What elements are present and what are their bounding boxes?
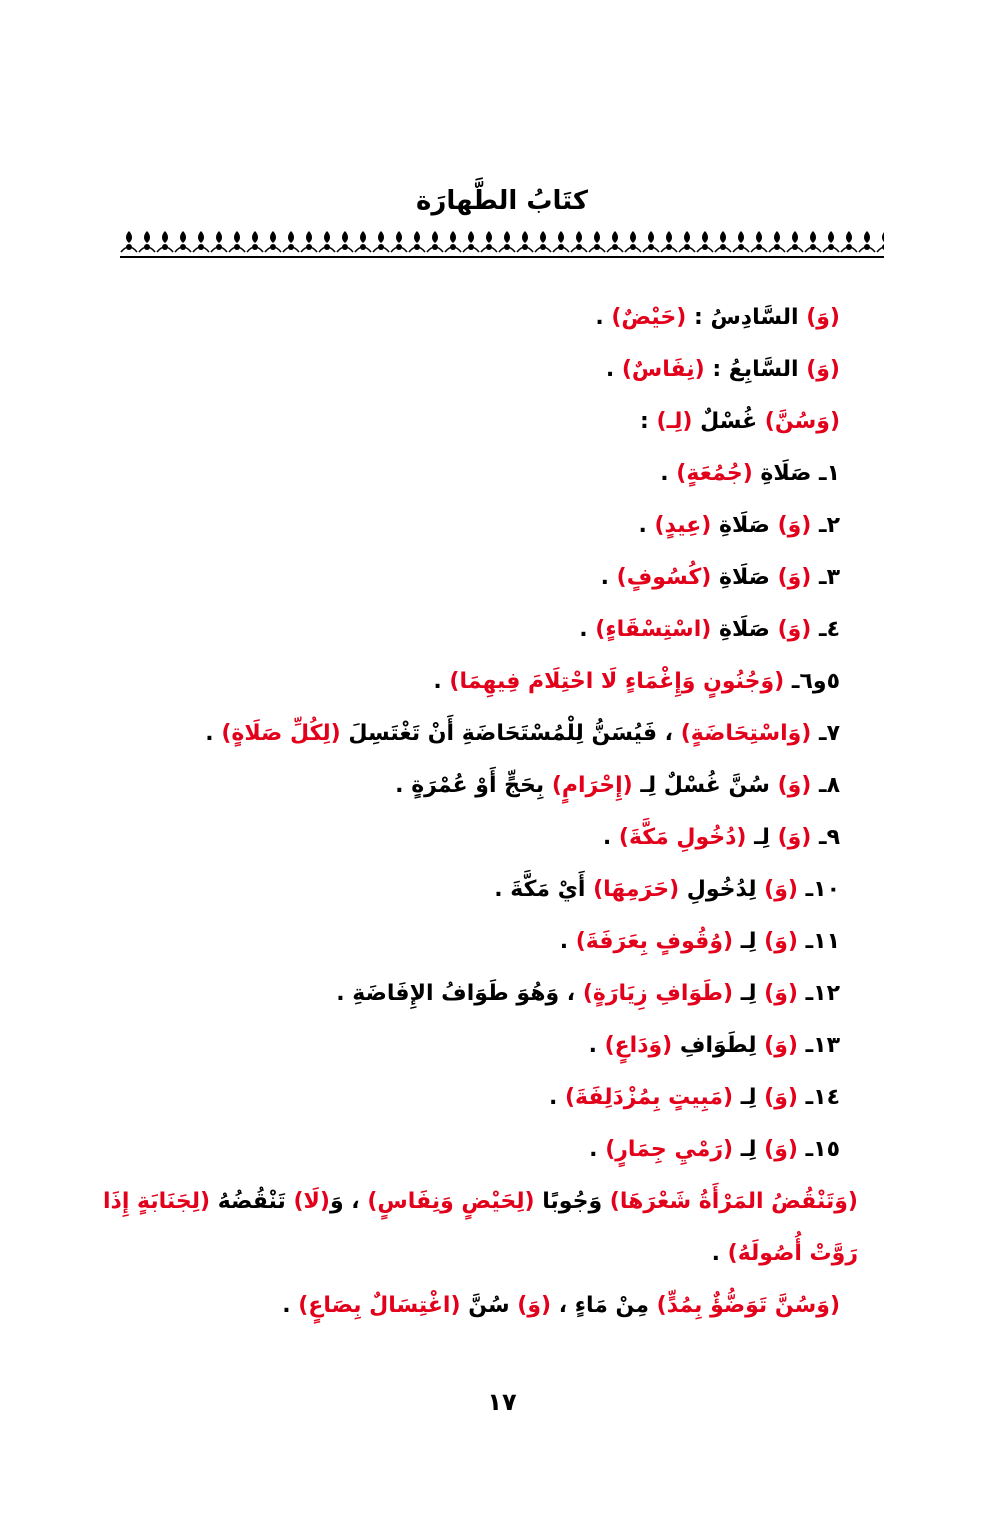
body-text: ٤ـ xyxy=(811,617,840,642)
highlighted-text: (وَ) xyxy=(777,825,812,850)
body-text: غُسْلٌ xyxy=(692,409,765,434)
body-text: سُنَّ xyxy=(460,1293,518,1318)
list-item xyxy=(100,448,840,500)
body-text: . xyxy=(711,1241,728,1266)
body-text: السَّادِسُ : xyxy=(686,305,807,330)
list-item xyxy=(100,604,840,656)
highlighted-text: (رَمْيِ جِمَارٍ) xyxy=(605,1137,734,1162)
body-text: ١١ـ xyxy=(797,929,840,954)
highlighted-text: (إِحْرَامٍ) xyxy=(551,773,633,798)
list-item xyxy=(100,968,840,1020)
body-text: ٢ـ xyxy=(811,513,840,538)
body-text: وَجُوبًا xyxy=(534,1189,610,1214)
list-item xyxy=(100,916,840,968)
list-item xyxy=(100,760,840,812)
highlighted-text: (وَ) xyxy=(764,877,798,902)
highlighted-text: (وَتَنْقُضُ المَرْأَةُ شَعْرَهَا) xyxy=(609,1189,858,1214)
highlighted-text: (اغْتِسَالٌ بِصَاعٍ) xyxy=(298,1293,461,1318)
body-text: . xyxy=(205,721,222,746)
list-item xyxy=(100,656,840,708)
highlighted-text: (وَسُنَّ) xyxy=(764,409,840,434)
body-text: . xyxy=(595,305,612,330)
body-text: لِطَوَافِ xyxy=(672,1033,765,1058)
body-text: ١٥ـ xyxy=(797,1137,840,1162)
list-item xyxy=(100,812,840,864)
body-text: تَنْقُضُهُ xyxy=(210,1189,294,1214)
highlighted-text: (وَ) xyxy=(777,617,812,642)
highlighted-text: (اسْتِسْقَاءٍ) xyxy=(595,617,712,642)
page-number: ١٧ xyxy=(487,1388,517,1416)
body-text: . xyxy=(282,1293,299,1318)
highlighted-text: (نِفَاسٌ) xyxy=(621,357,705,382)
body-text: ١٤ـ xyxy=(797,1085,840,1110)
body-text: ٣ـ xyxy=(811,565,840,590)
highlighted-text: (وَ) xyxy=(806,357,840,382)
highlighted-text: (لِكُلِّ صَلَاةٍ) xyxy=(221,721,341,746)
highlighted-text: (لِـ) xyxy=(656,409,693,434)
body-text: ، وَ xyxy=(329,1189,368,1214)
highlighted-text: (وَ) xyxy=(517,1293,552,1318)
body-text: ١٣ـ xyxy=(797,1033,840,1058)
body-text: : xyxy=(640,409,657,434)
body-text: ١ـ صَلَاةِ xyxy=(752,461,840,486)
body-text: . xyxy=(638,513,655,538)
list-item xyxy=(100,396,840,448)
body-text: لِـ xyxy=(733,981,765,1006)
body-text: . xyxy=(589,1137,606,1162)
body-text: لِـ xyxy=(746,825,778,850)
ornament-pattern xyxy=(120,228,884,256)
highlighted-text: (دُخُولِ مَكَّةَ) xyxy=(618,825,747,850)
paragraph-wudu-ghusl xyxy=(100,1280,840,1332)
body-text: . xyxy=(559,929,576,954)
highlighted-text: (وَ) xyxy=(777,565,812,590)
highlighted-text: (وَ) xyxy=(764,1033,798,1058)
highlighted-text: (وَ) xyxy=(764,1085,798,1110)
body-text: صَلَاةِ xyxy=(711,565,778,590)
body-text: مِنْ مَاءٍ ، xyxy=(551,1293,657,1318)
highlighted-text: (وَ) xyxy=(764,981,798,1006)
body-text: ٧ـ xyxy=(811,721,840,746)
highlighted-text: (وَ) xyxy=(764,1137,798,1162)
body-text: . xyxy=(433,669,450,694)
list-item xyxy=(100,1124,840,1176)
body-text: لِـ xyxy=(733,929,765,954)
body-text: ٩ـ xyxy=(811,825,840,850)
highlighted-text: (لَا) xyxy=(293,1189,330,1214)
body-text: لِـ xyxy=(733,1085,765,1110)
body-text: . xyxy=(660,461,677,486)
text-body xyxy=(100,292,858,1332)
highlighted-text: (وَسُنَّ تَوَضُّؤٌ بِمُدٍّ) xyxy=(656,1293,840,1318)
highlighted-text: (جُمُعَةٍ) xyxy=(676,461,753,486)
list-item xyxy=(100,344,840,396)
list-item xyxy=(100,708,840,760)
body-text: ٥و٦ـ xyxy=(784,669,840,694)
paragraph-hair-rule xyxy=(100,1176,858,1280)
body-text: السَّابِعُ : xyxy=(704,357,807,382)
highlighted-text: (وَ) xyxy=(777,513,812,538)
list-item xyxy=(100,864,840,916)
highlighted-text: (وَ) xyxy=(806,305,840,330)
body-text: . xyxy=(602,825,619,850)
highlighted-text: (لِحَيْضٍ وَنِفَاسٍ) xyxy=(367,1189,535,1214)
body-text: ١٠ـ xyxy=(797,877,840,902)
body-text: ، فَيُسَنُّ لِلْمُسْتَحَاضَةِ أَنْ تَغْتَسِلَ xyxy=(340,721,681,746)
highlighted-text: (عِيدٍ) xyxy=(654,513,712,538)
body-text: . xyxy=(588,1033,605,1058)
body-text: سُنَّ غُسْلٌ لِـ xyxy=(632,773,778,798)
highlighted-text: (لِجَنَابَةٍ إِذَا رَوَّتْ أُصُولَهُ) xyxy=(103,1189,858,1266)
list-item xyxy=(100,552,840,604)
body-text: ، وَهُوَ طَوَافُ الإِفَاضَةِ . xyxy=(336,981,583,1006)
body-text: صَلَاةِ xyxy=(711,617,778,642)
highlighted-text: (كُسُوفٍ) xyxy=(616,565,712,590)
body-text: لِدُخُولِ xyxy=(679,877,765,902)
body-text: بِحَجٍّ أَوْ عُمْرَةٍ . xyxy=(395,773,552,798)
body-text: . xyxy=(600,565,617,590)
body-text: أَيْ مَكَّةَ . xyxy=(494,877,594,902)
page-title: كتَابُ الطَّهارَة xyxy=(416,186,588,216)
highlighted-text: (وَاسْتِحَاضَةٍ) xyxy=(680,721,812,746)
body-text: لِـ xyxy=(733,1137,765,1162)
body-text: ١٢ـ xyxy=(797,981,840,1006)
highlighted-text: (وَدَاعٍ) xyxy=(604,1033,673,1058)
list-item xyxy=(100,1072,840,1124)
highlighted-text: (وَجُنُونٍ وَإِغْمَاءٍ لَا احْتِلَامَ فِيهِمَا) xyxy=(449,669,785,694)
highlighted-text: (حَرَمِهَا) xyxy=(593,877,680,902)
list-item xyxy=(100,292,840,344)
list-item xyxy=(100,500,840,552)
body-text: . xyxy=(579,617,596,642)
highlighted-text: (مَبِيتٍ بِمُزْدَلِفَةَ) xyxy=(564,1085,734,1110)
body-text: ٨ـ xyxy=(811,773,840,798)
body-text: . xyxy=(605,357,622,382)
body-text: . xyxy=(548,1085,565,1110)
body-text: صَلَاةِ xyxy=(711,513,778,538)
list-item xyxy=(100,1020,840,1072)
highlighted-text: (طَوَافِ زِيَارَةٍ) xyxy=(582,981,734,1006)
highlighted-text: (وَ) xyxy=(777,773,812,798)
highlighted-text: (وَ) xyxy=(764,929,798,954)
highlighted-text: (وُقُوفٍ بِعَرَفَةَ) xyxy=(575,929,734,954)
numbered-list xyxy=(100,292,840,1176)
highlighted-text: (حَيْضٌ) xyxy=(611,305,687,330)
ornamental-divider xyxy=(120,228,884,258)
